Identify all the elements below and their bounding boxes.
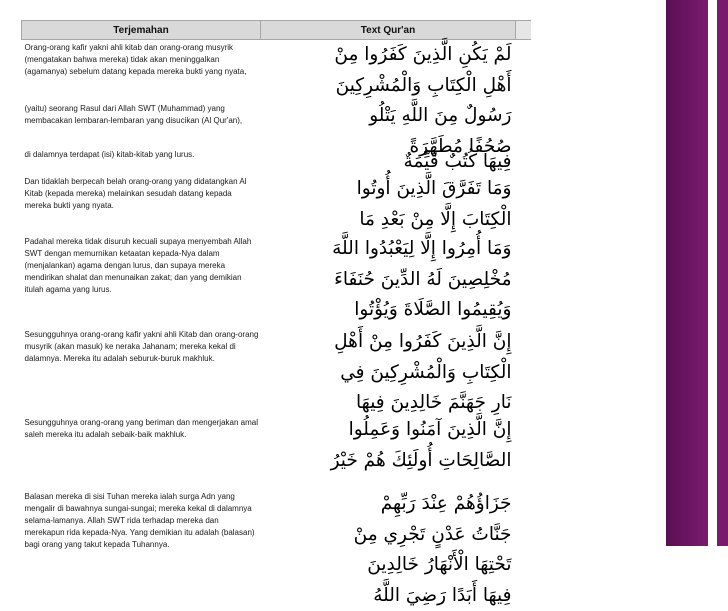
table-row <box>22 234 535 327</box>
quran-line: نَارِ جَهَنَّمَ خَالِدِينَ فِيهَا <box>261 388 512 419</box>
quran-line: الْكِتَابِ وَالْمُشْرِكِينَ فِي <box>261 358 512 389</box>
quran-line: تَحْتِهَا الْأَنْهَارُ خَالِدِينَ <box>261 550 512 581</box>
translation-cell: Sesungguhnya orang-orang yang beriman dan mengerjakan amal saleh mereka itu adalah sebaik-baik makhluk. <box>22 415 261 489</box>
quran-line: جَزَاؤُهُمْ عِنْدَ رَبِّهِمْ <box>261 489 512 520</box>
quran-line: فِيهَا كُتُبٌ قَيِّمَةٌ <box>261 147 512 178</box>
table-header-row <box>22 21 535 40</box>
translation-cell: Balasan mereka di sisi Tuhan mereka ialah surga Adn yang mengalir di bawahnya sungai-sungai; mereka kekal di dalamnya selama-lamanya. Allah SWT rida terhadap mereka dan merekapun rida kepada-Nya. Yang demikian itu adalah (balasan) bagi orang yang takut kepada Tuhannya. <box>22 489 261 566</box>
translation-cell: Orang-orang kafir yakni ahli kitab dan orang-orang musyrik (mengatakan bahwa mereka) tidak akan meninggalkan (agamanya) sebelum datang kepada mereka bukti yang nyata, <box>22 40 261 102</box>
table-row <box>22 489 535 566</box>
quran-cell <box>261 234 516 327</box>
quran-line: فِيهَا أَبَدًا رَضِيَ اللَّهُ <box>261 581 512 611</box>
quran-line: جَنَّاتُ عَدْنٍ تَجْرِي مِنْ <box>261 520 512 551</box>
translation-cell: (yaitu) seorang Rasul dari Allah SWT (Muhammad) yang membacakan lembaran-lembaran yang disucikan (Al Qur'an), <box>22 101 261 147</box>
purple-bar <box>666 0 708 546</box>
quran-line: وَمَا أُمِرُوا إِلَّا لِيَعْبُدُوا اللَّهَ <box>261 234 512 265</box>
table-row <box>22 174 535 234</box>
header-translation: Terjemahan <box>22 21 261 40</box>
table-row <box>22 40 535 102</box>
table-row <box>22 147 535 174</box>
quran-line: الصَّالِحَاتِ أُولَئِكَ هُمْ خَيْرُ <box>261 446 512 477</box>
header-quran-text: Text Qur'an <box>261 21 516 40</box>
quran-cell <box>261 147 516 174</box>
translation-cell: Sesungguhnya orang-orang kafir yakni ahli Kitab dan orang-orang musyrik (akan masuk) ke neraka Jahanam; mereka kekal di dalamnya. Mereka itu adalah seburuk-buruk makhluk. <box>22 327 261 415</box>
table-row <box>22 101 535 147</box>
quran-line: مُخْلِصِينَ لَهُ الدِّينَ حُنَفَاءَ <box>261 265 512 296</box>
quran-line: صُحُفًا مُطَهَّرَةً <box>261 132 512 163</box>
quran-line: الْكِتَابَ إِلَّا مِنْ بَعْدِ مَا <box>261 205 512 236</box>
quran-cell <box>261 489 516 566</box>
translation-cell: di dalamnya terdapat (isi) kitab-kitab yang lurus. <box>22 147 261 174</box>
table-row <box>22 327 535 415</box>
quran-cell <box>261 174 516 234</box>
quran-cell <box>261 415 516 489</box>
quran-line: وَيُقِيمُوا الصَّلَاةَ وَيُؤْتُوا <box>261 295 512 326</box>
translation-table <box>21 20 535 566</box>
table-row <box>22 415 535 489</box>
table-wrapper <box>21 20 531 546</box>
thin-purple-bar <box>717 0 728 546</box>
maroon-bar <box>531 0 655 546</box>
quran-line: إِنَّ الَّذِينَ كَفَرُوا مِنْ أَهْلِ <box>261 327 512 358</box>
quran-cell <box>261 101 516 147</box>
translation-cell: Padahal mereka tidak disuruh kecuali supaya menyembah Allah SWT dengan memurnikan ketaatan kepada-Nya dalam (menjalankan) agama dengan lurus, dan supaya mereka mendirikan shalat dan menunaikan zakat; dan yang demikian itulah agama yang lurus. <box>22 234 261 327</box>
quran-cell <box>261 327 516 415</box>
quran-cell <box>261 40 516 102</box>
quran-line: إِنَّ الَّذِينَ آمَنُوا وَعَمِلُوا <box>261 415 512 446</box>
quran-line: أَهْلِ الْكِتَابِ وَالْمُشْرِكِينَ <box>261 71 512 102</box>
translation-cell: Dan tidaklah berpecah belah orang-orang yang didatangkan Al Kitab (kepada mereka) melainkan sesudah datang kepada mereka bukti yang nyata. <box>22 174 261 234</box>
quran-line: وَمَا تَفَرَّقَ الَّذِينَ أُوتُوا <box>261 174 512 205</box>
quran-line: لَمْ يَكُنِ الَّذِينَ كَفَرُوا مِنْ <box>261 40 512 71</box>
quran-line: رَسُولٌ مِنَ اللَّهِ يَتْلُو <box>261 101 512 132</box>
decorative-side-bars <box>531 0 728 546</box>
